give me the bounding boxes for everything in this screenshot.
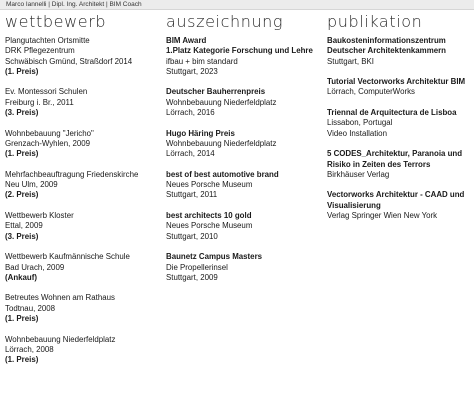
entry-line-bold: Baunetz Campus Masters xyxy=(166,252,263,262)
entry-spacer xyxy=(166,201,326,211)
list-item xyxy=(5,252,163,283)
list-item xyxy=(5,87,163,118)
entry-line-bold: Hugo Häring Preis xyxy=(166,128,235,138)
list-item xyxy=(5,335,163,366)
list-item xyxy=(166,170,326,201)
list-item xyxy=(5,129,163,160)
top-bar xyxy=(0,0,474,10)
list-item xyxy=(5,211,163,242)
entry-line-bold: (1. Preis) xyxy=(5,149,39,159)
entry-spacer xyxy=(327,98,473,108)
list-item xyxy=(166,36,326,77)
list-item xyxy=(166,211,326,242)
entry-line: Birkhäuser Verlag xyxy=(327,169,390,179)
column-auszeichnung xyxy=(166,12,326,283)
section-heading-publikation: publikation xyxy=(327,12,423,31)
entry-line-bold: Vectorworks Architektur - CAAD und xyxy=(327,190,465,200)
entry-line: Neues Porsche Museum xyxy=(166,221,253,231)
entry-line-bold: (3. Preis) xyxy=(5,108,39,118)
entry-line: DRK Pflegezentrum xyxy=(5,46,75,56)
list-item xyxy=(327,190,473,221)
entry-line: Ettal, 2009 xyxy=(5,221,43,231)
list-item xyxy=(5,170,163,201)
entry-spacer xyxy=(5,242,163,252)
entry-line-bold: best architects 10 gold xyxy=(166,211,252,221)
entry-line-bold: 1.Platz Kategorie Forschung und Lehre xyxy=(166,46,313,56)
entry-line-bold: Deutscher Architektenkammern xyxy=(327,46,446,56)
entry-spacer xyxy=(166,77,326,87)
entry-line: Mehrfachbeauftragung Friedenskirche xyxy=(5,169,139,179)
site-header-text: Marco Iannelli | Dipl. Ing. Architekt | BIM Coach xyxy=(6,1,142,8)
entry-spacer xyxy=(166,242,326,252)
entry-spacer xyxy=(5,118,163,128)
entry-line: Wettbewerb Kaufmännische Schule xyxy=(5,252,130,262)
entry-line: Lissabon, Portugal xyxy=(327,118,393,128)
entry-list xyxy=(327,36,473,221)
entry-line: Grenzach-Wyhlen, 2009 xyxy=(5,138,91,148)
list-item xyxy=(5,36,163,77)
column-publikation xyxy=(327,12,473,221)
entry-spacer xyxy=(166,160,326,170)
entry-spacer xyxy=(166,118,326,128)
entry-line: Lörrach, 2014 xyxy=(166,149,215,159)
entry-line: Stuttgart, 2010 xyxy=(166,231,218,241)
entry-line: Todtnau, 2008 xyxy=(5,303,56,313)
entry-spacer xyxy=(327,139,473,149)
entry-list xyxy=(166,36,326,283)
entry-line: Wohnbebauung Niederfeldplatz xyxy=(166,138,277,148)
list-item xyxy=(327,77,473,98)
list-item xyxy=(166,87,326,118)
entry-spacer xyxy=(5,283,163,293)
entry-line: Stuttgart, 2023 xyxy=(166,66,218,76)
entry-spacer xyxy=(327,67,473,77)
entry-line: Wohnbebauung Niederfeldplatz xyxy=(166,97,277,107)
entry-line: Stuttgart, BKI xyxy=(327,56,374,66)
entry-line: Plangutachten Ortsmitte xyxy=(5,36,90,45)
entry-line-bold: (1. Preis) xyxy=(5,314,39,324)
entry-spacer xyxy=(5,324,163,334)
entry-line-bold: (1. Preis) xyxy=(5,355,39,365)
list-item xyxy=(166,129,326,160)
entry-line: Stuttgart, 2011 xyxy=(166,190,218,200)
entry-line: Lörrach, 2016 xyxy=(166,108,215,118)
entry-line: Wettbewerb Kloster xyxy=(5,211,74,221)
entry-line-bold: Baukosteninformationszentrum xyxy=(327,36,446,45)
entry-spacer xyxy=(327,180,473,190)
list-item xyxy=(327,149,473,180)
entry-line-bold: (Ankauf) xyxy=(5,272,37,282)
entry-line: Schwäbisch Gmünd, Straßdorf 2014 xyxy=(5,56,133,66)
list-item xyxy=(166,252,326,283)
entry-line-bold: Visualisierung xyxy=(327,200,381,210)
entry-line: Freiburg i. Br., 2011 xyxy=(5,97,74,107)
entry-line-bold: 5 CODES_Architektur, Paranoia und xyxy=(327,149,463,159)
entry-line: Betreutes Wohnen am Rathaus xyxy=(5,293,115,303)
list-item xyxy=(327,36,473,67)
entry-spacer xyxy=(5,201,163,211)
entry-line: Video Installation xyxy=(327,128,387,138)
entry-line-bold: (3. Preis) xyxy=(5,231,39,241)
entry-line-bold: (1. Preis) xyxy=(5,66,39,76)
entry-spacer xyxy=(5,160,163,170)
section-heading-wettbewerb: wettbewerb xyxy=(5,12,107,31)
entry-line: Lörrach, ComputerWorks xyxy=(327,87,415,97)
entry-line-bold: Triennal de Arquitectura de Lisboa xyxy=(327,108,457,118)
entry-line: Stuttgart, 2009 xyxy=(166,272,218,282)
entry-line-bold: Tutorial Vectorworks Architektur BIM xyxy=(327,77,466,87)
entry-line: Lörrach, 2008 xyxy=(5,344,54,354)
entry-line-bold: Deutscher Bauherrenpreis xyxy=(166,87,266,97)
entry-line: Verlag Springer Wien New York xyxy=(327,211,438,221)
column-wettbewerb xyxy=(5,12,163,366)
entry-line: Neu Ulm, 2009 xyxy=(5,180,58,190)
list-item xyxy=(327,108,473,139)
entry-list xyxy=(5,36,163,366)
entry-line-bold: BIM Award xyxy=(166,36,207,45)
list-item xyxy=(5,293,163,324)
entry-line-bold: (2. Preis) xyxy=(5,190,39,200)
entry-line: Bad Urach, 2009 xyxy=(5,262,65,272)
entry-line-bold: best of best automotive brand xyxy=(166,169,279,179)
entry-line-bold: Risiko in Zeiten des Terrors xyxy=(327,159,431,169)
entry-line: ifbau + bim standard xyxy=(166,56,238,66)
entry-line: Wohnbebauung Niederfeldplatz xyxy=(5,334,116,344)
section-heading-auszeichnung: auszeichnung xyxy=(166,12,284,31)
entry-spacer xyxy=(5,77,163,87)
entry-line: Ev. Montessori Schulen xyxy=(5,87,88,97)
entry-line: Neues Porsche Museum xyxy=(166,180,253,190)
entry-line: Die Propellerinsel xyxy=(166,262,228,272)
entry-line: Wohnbebauung "Jericho" xyxy=(5,128,94,138)
